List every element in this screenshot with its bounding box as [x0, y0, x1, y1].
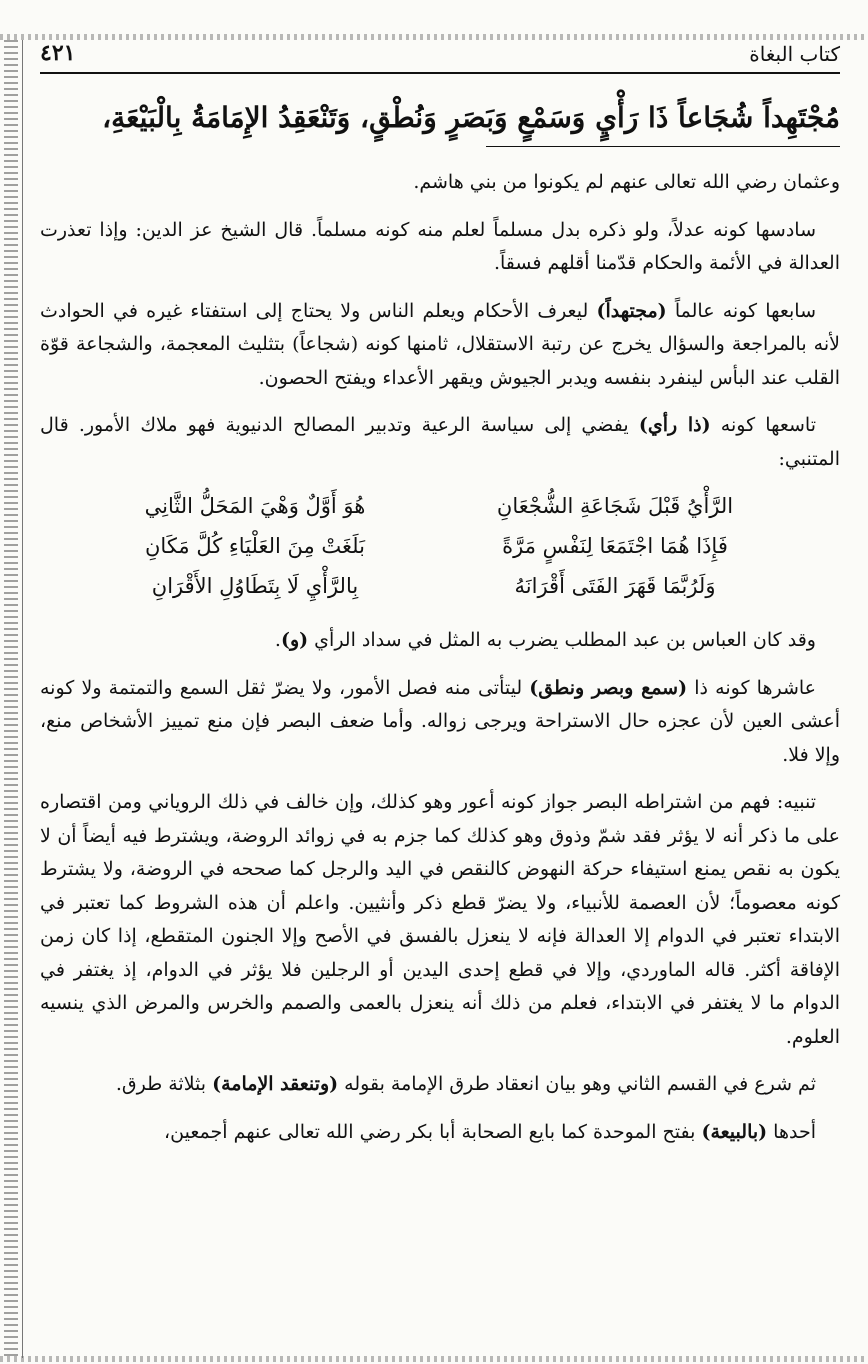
bold-term: (سمع وبصر ونطق)	[529, 676, 688, 699]
commentary-body	[40, 166, 840, 1163]
paragraph-text: ليتأتى منه فصل الأمور، ولا يضرّ ثقل السمع والتمتمة ولا كونه أعشى العين لأن عجزه حال الاستراحة ويرجى زواله. وأما ضعف البصر فإن منع تمييز الأشخاص منع، وإلا فلا.	[40, 676, 840, 766]
paragraph-text: ليعرف الأحكام ويعلم الناس ولا يحتاج إلى استفتاء غيره في الحوادث لأنه بالمراجعة والسؤال يخرج عن رتبة الاستقلال، ثامنها كونه (شجاعاً) بتثليث المعجمة، والشجاعة قوّة القلب عند البأس لينفرد بنفسه ويدبر الجيوش ويقهر الأعداء ويفتح الحصون.	[40, 299, 840, 389]
poem-line	[40, 570, 840, 610]
paragraph-text: وقد كان العباس بن عبد المطلب يضرب به المثل في سداد الرأي	[308, 629, 816, 651]
paragraph: تنبيه: فهم من اشتراطه البصر جواز كونه أعور وهو كذلك، وإن خالف في ذلك الروياني ومن اقتصاره على ما ذكر أنه لا يؤثر فقد شمّ وذوق وهو كذلك كما جزم به في زوائد الروضة، ويشترط فيه أيضاً أن لا يكون به نقص يمنع استيفاء حركة النهوض كالنقص في اليد والرجل كما صححه في الروضة، ولا يشترط كونه معصوماً؛ لأن العصمة للأنبياء، ولا يضرّ قطع ذكر وأنثيين. واعلم أن هذه الشروط كما تعتبر في الابتداء تعتبر في الدوام إلا العدالة فإنه لا ينعزل بالفسق في الأصح وإلا الجنون المتقطع، إذا كان زمن الإفاقة أكثر. قاله الماوردي، وإلا في قطع إحدى اليدين أو الرجلين فلا يؤثر في الدوام، إذ يغتفر في الدوام ما لا يغتفر في الابتداء، فعلم من ذلك أنه ينعزل بالعمى والصمم والخرس والمرض الذي ينسيه العلوم.	[40, 791, 840, 1048]
paragraph	[40, 409, 840, 476]
paragraph-text: عاشرها كونه ذا	[687, 676, 816, 699]
poem-hemistich-second: هُوَ أَوَّلٌ وَهْيَ المَحَلُّ الثَّانِي	[144, 494, 366, 518]
matn-rule	[486, 146, 840, 147]
paragraph	[40, 295, 840, 396]
book-title: كتاب البغاة	[749, 42, 840, 66]
poem-hemistich-first: وَلَرُبَّمَا قَهَرَ الفَتَى أَقْرَانَهُ	[514, 574, 716, 598]
paragraph-text: سابعها كونه عالماً	[666, 299, 816, 322]
paragraph-text: ثم شرع في القسم الثاني وهو بيان انعقاد طرق الإمامة بقوله	[338, 1073, 816, 1095]
poem-hemistich-first: الرَّأْيُ قَبْلَ شَجَاعَةِ الشُّجْعَانِ	[496, 494, 734, 518]
page-number: ٤٢١	[40, 40, 76, 66]
ornamental-border-left	[4, 40, 18, 1358]
paragraph-text: بفتح الموحدة كما بايع الصحابة أبا بكر رضي الله تعالى عنهم أجمعين،	[164, 1120, 702, 1143]
paragraph-text: تاسعها كونه	[710, 414, 817, 436]
bold-term: (وتنعقد الإمامة)	[212, 1073, 339, 1095]
bold-term: (مجتهداً)	[596, 299, 667, 322]
ornamental-border-bottom	[0, 1356, 868, 1362]
bold-term: (بالبيعة)	[701, 1120, 768, 1143]
paragraph	[40, 1116, 840, 1150]
paragraph: سادسها كونه عدلاً، ولو ذكره بدل مسلماً لعلم منه كونه مسلماً. قال الشيخ عز الدين: وإذا تعذرت العدالة في الأئمة والحكام قدّمنا أقلهم فسقاً.	[40, 218, 840, 274]
poem-line	[40, 530, 840, 570]
matn-text: مُجْتَهِداً شُجَاعاً ذَا رَأْيٍ وَسَمْعٍ وَبَصَرٍ وَنُطْقٍ، وَتَنْعَقِدُ الإِمَامَةُ بِالْبَيْعَةِ،	[102, 101, 840, 134]
paragraph	[40, 624, 840, 658]
paragraph: وعثمان رضي الله تعالى عنهم لم يكونوا من بني هاشم.	[413, 171, 840, 193]
header-rule	[40, 72, 840, 74]
paragraph-text: يفضي إلى سياسة الرعية وتدبير المصالح الدنيوية فهو ملاك الأمور. قال المتنبي:	[40, 414, 840, 470]
border-inner-line	[22, 40, 23, 1358]
poem-hemistich-first: فَإِذَا هُمَا اجْتَمَعَا لِنَفْسٍ مَرَّةً	[502, 534, 728, 558]
paragraph	[40, 672, 840, 773]
paragraph-text: بثلاثة طرق.	[115, 1073, 213, 1095]
paragraph-text: .	[274, 629, 281, 651]
paragraph-text: أحدها	[767, 1120, 816, 1143]
poem-hemistich-second: بِالرَّأْيِ لَا بِتَطَاوُلِ الأَقْرَانِ	[151, 574, 359, 598]
page-header	[40, 40, 840, 74]
bold-term: (و)	[280, 629, 309, 651]
poem-hemistich-second: بَلَغَتْ مِنَ العَلْيَاءِ كُلَّ مَكَانِ	[145, 534, 365, 558]
poem-line	[40, 490, 840, 530]
paragraph	[40, 1068, 840, 1102]
poem	[40, 490, 840, 610]
bold-term: (ذا رأي)	[638, 414, 711, 436]
